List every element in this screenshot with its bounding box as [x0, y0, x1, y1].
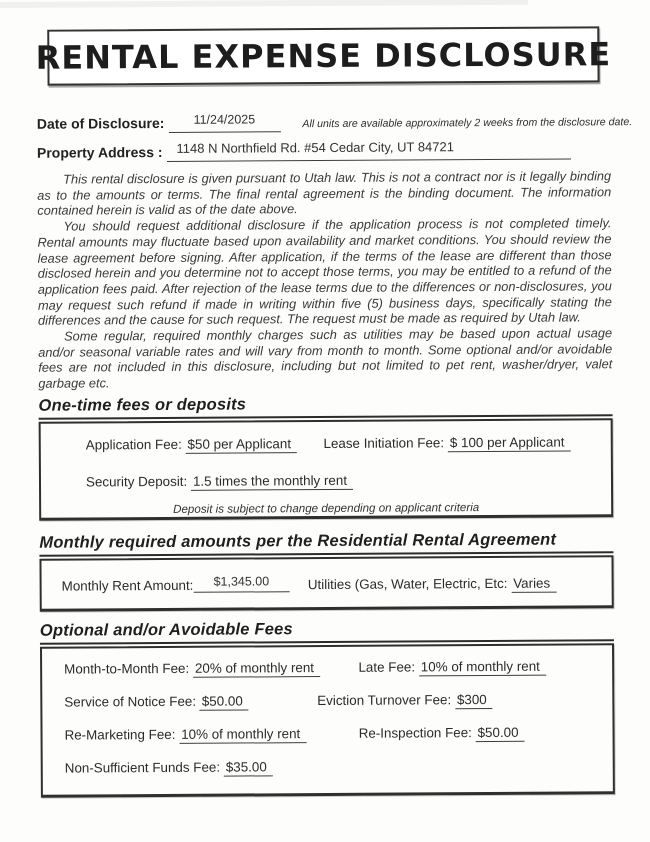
optional-fee-row-2	[64, 690, 612, 711]
re-inspection-fee-label: Re-Inspection Fee:	[358, 724, 472, 741]
property-address-label: Property Address :	[36, 143, 163, 161]
intro-paragraphs	[37, 168, 612, 391]
property-address-blank	[166, 139, 571, 161]
optional-fee-row-3	[64, 723, 612, 744]
lease-initiation-fee	[323, 434, 570, 451]
intro-paragraph-1: This rental disclosure is given pursuant to Utah law. This is not a contract nor is it legally binding as to the amounts or terms. The final rental agreement is the binding document. The information contained herein is valid as of the date above.	[37, 168, 612, 219]
intro-paragraph-3: Some regular, required monthly charges such as utilities may be based upon actual usage and/or seasonal variable rates and will vary from month to month. Some optional and/or avoidable fees are not included in this disclosure, including but not limited to pet rent, washer/dryer, valet garbage etc.	[38, 325, 613, 391]
lease-initiation-fee-label: Lease Initiation Fee:	[323, 435, 445, 451]
re-marketing-fee	[64, 726, 306, 744]
application-fee-label: Application Fee:	[85, 436, 182, 453]
late-fee-value: 10% of monthly rent	[419, 659, 546, 677]
one-time-fee-row-2	[86, 470, 611, 491]
utilities-label: Utilities (Gas, Water, Electric, Etc:	[307, 575, 508, 592]
monthly-fee-row	[62, 574, 612, 595]
date-of-disclosure-blank	[168, 112, 280, 133]
section-heading-optional-fees: Optional and/or Avoidable Fees	[40, 618, 614, 645]
page-title: RENTAL EXPENSE DISCLOSURE	[35, 35, 612, 77]
intro-paragraph-2: You should request additional disclosure if the application process is not completed timely. Rental amounts may fluctuate based upon availability and market conditions. You should review the lease agreement before signing. After application, if the terms of the lease are different than those disclosed herein and you determine not to accept those terms, you may be entitled to a refund of the application fees paid. After rejection of the lease terms due to the differences or non-disclosures, you may request such refund if made in writing within five (5) business days, specifically stating the differences and the cause for such request. The request must be made as required by Utah law.	[37, 215, 612, 329]
monthly-rent-amount-label: Monthly Rent Amount:	[61, 577, 194, 594]
section-heading-monthly-amounts: Monthly required amounts per the Residential Rental Agreement	[39, 530, 613, 557]
one-time-fee-row-1	[86, 433, 611, 454]
date-of-disclosure-value: 11/24/2025	[193, 112, 256, 127]
non-sufficient-funds-fee-label: Non-Sufficient Funds Fee:	[64, 759, 221, 776]
title-box	[35, 26, 612, 85]
eviction-turnover-fee-value: $300	[455, 692, 493, 709]
month-to-month-fee-value: 20% of monthly rent	[193, 660, 320, 678]
late-fee	[358, 659, 545, 675]
utilities-value: Varies	[511, 575, 556, 592]
monthly-rent-amount-value: $1,345.00	[213, 574, 270, 589]
service-of-notice-fee-value: $50.00	[200, 693, 249, 710]
service-of-notice-fee	[64, 693, 249, 710]
date-of-disclosure-label: Date of Disclosure:	[36, 114, 165, 132]
re-inspection-fee	[359, 725, 525, 741]
re-marketing-fee-label: Re-Marketing Fee:	[64, 726, 176, 743]
non-sufficient-funds-fee	[65, 759, 273, 776]
monthly-rent-amount	[61, 574, 290, 594]
date-of-disclosure-row	[36, 112, 633, 134]
eviction-turnover-fee	[317, 692, 493, 708]
property-address-row	[37, 141, 611, 163]
eviction-turnover-fee-label: Eviction Turnover Fee:	[317, 692, 452, 708]
availability-note: All units are available approximately 2 weeks from the disclosure date.	[302, 116, 633, 131]
non-sufficient-funds-fee-value: $35.00	[224, 759, 273, 776]
optional-fee-row-1	[64, 657, 612, 678]
month-to-month-fee-label: Month-to-Month Fee:	[64, 660, 190, 677]
re-inspection-fee-value: $50.00	[476, 725, 525, 742]
utilities-fee	[308, 575, 556, 592]
application-fee-value: $50 per Applicant	[185, 436, 297, 454]
month-to-month-fee	[64, 660, 320, 678]
application-fee	[86, 436, 297, 454]
fee-box-optional	[40, 643, 615, 798]
deposit-criteria-note: Deposit is subject to change depending on applicant criteria	[173, 500, 480, 516]
monthly-rent-amount-blank	[193, 574, 289, 593]
security-deposit-label: Security Deposit:	[85, 473, 188, 490]
security-deposit-value: 1.5 times the monthly rent	[191, 473, 353, 491]
section-heading-one-time-fees: One-time fees or deposits	[38, 393, 612, 420]
property-address-value: 1148 N Northfield Rd. #54 Cedar City, UT 84721	[176, 139, 454, 156]
service-of-notice-fee-label: Service of Notice Fee:	[64, 693, 197, 710]
fee-box-monthly	[39, 555, 613, 612]
late-fee-label: Late Fee:	[358, 659, 416, 675]
re-marketing-fee-value: 10% of monthly rent	[179, 726, 306, 744]
lease-initiation-fee-value: $ 100 per Applicant	[448, 434, 571, 452]
security-deposit	[86, 473, 353, 491]
optional-fee-row-4	[65, 756, 613, 777]
fee-box-one-time	[39, 418, 614, 521]
